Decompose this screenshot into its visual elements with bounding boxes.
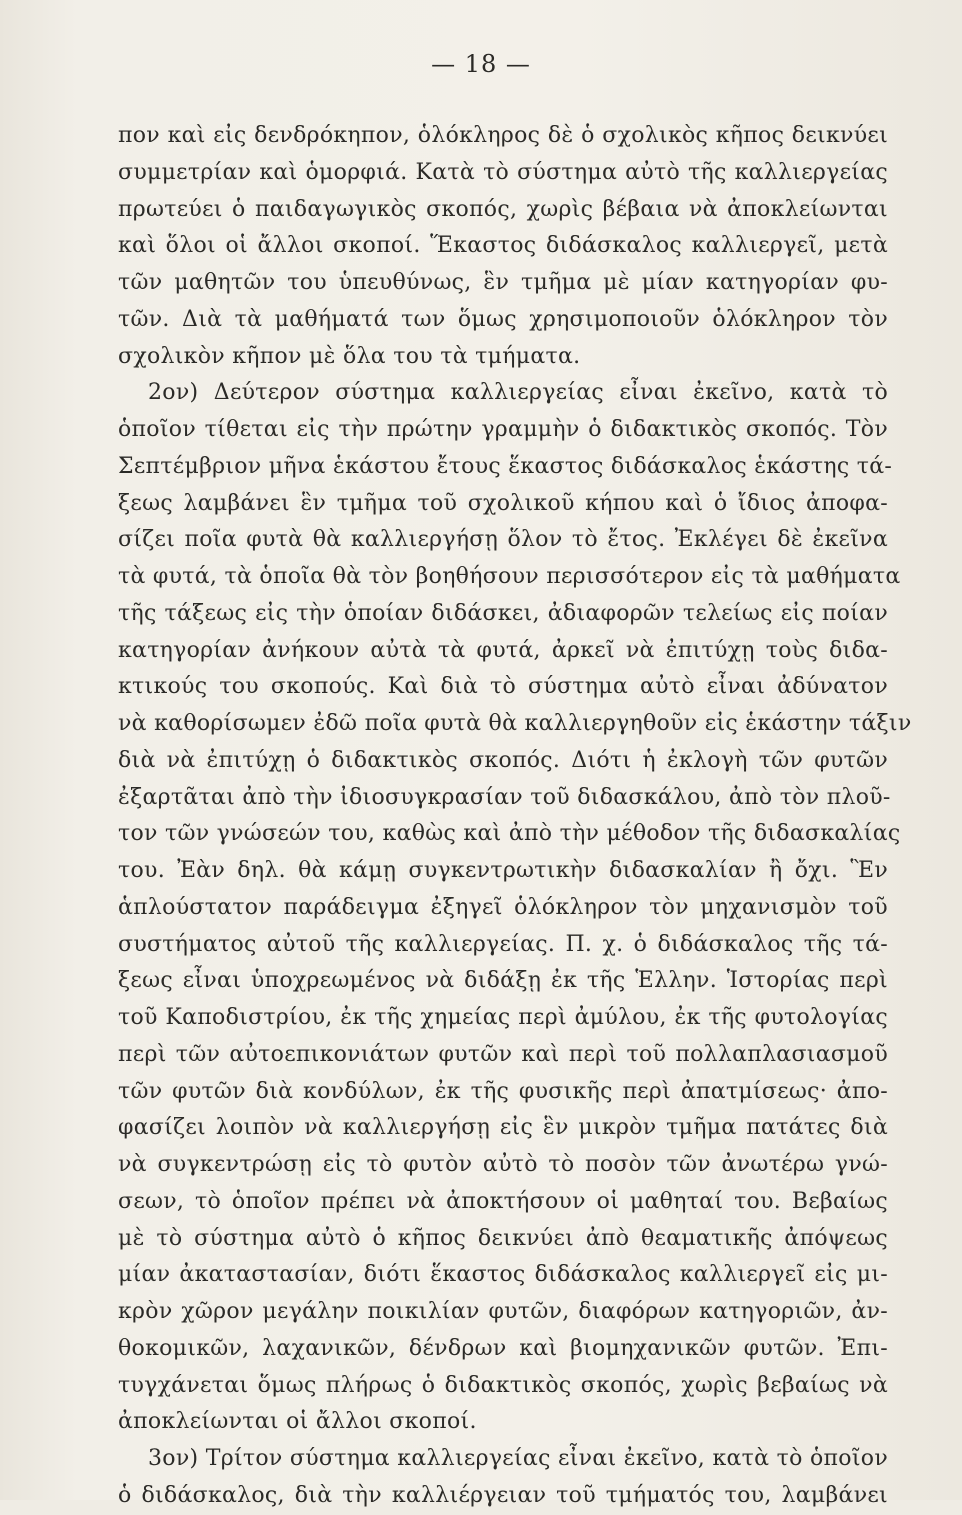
text-line: σίζει ποῖα φυτὰ θὰ καλλιεργήσῃ ὅλον τὸ ἔτος. Ἐκλέγει δὲ ἐκεῖνα [118,527,888,553]
text-line: νὰ καθορίσωμεν ἐδῶ ποῖα φυτὰ θὰ καλλιεργηθοῦν εἰς ἑκάστην τάξιν [118,711,912,736]
text-line: θοκομικῶν, λαχανικῶν, δένδρων καὶ βιομηχανικῶν φυτῶν. Ἐπι- [118,1335,888,1361]
text-line: σεων, τὸ ὁποῖον πρέπει νὰ ἀποκτήσουν οἱ μαθηταί του. Βεβαίως [118,1188,888,1214]
text-line: τῆς τάξεως εἰς τὴν ὁποίαν διδάσκει, ἀδιαφορῶν τελείως εἰς ποίαν [118,600,888,626]
text-line: περὶ τῶν αὐτοεπικονιάτων φυτῶν καὶ περὶ τοῦ πολλαπλασιασμοῦ [118,1041,888,1067]
text-line: πον καὶ εἰς δενδρόκηπον, ὁλόκληρος δὲ ὁ σχολικὸς κῆπος δεικνύει [118,123,888,148]
text-line: τοῦ Καποδιστρίου, ἐκ τῆς χημείας περὶ ἀμύλου, ἐκ τῆς φυτολογίας [118,1005,888,1030]
text-line: νὰ συγκεντρώσῃ εἰς τὸ φυτὸν αὐτὸ τὸ ποσὸν τῶν ἀνωτέρω γνώ- [118,1152,888,1177]
text-line: 3ον) Τρίτον σύστημα καλλιεργείας εἶναι ἐκεῖνο, κατὰ τὸ ὁποῖον [148,1446,888,1471]
text-line: διὰ νὰ ἐπιτύχῃ ὁ διδακτικὸς σκοπός. Διότι ἡ ἐκλογὴ τῶν φυτῶν [118,747,888,773]
text-line: τὰ φυτά, τὰ ὁποῖα θὰ τὸν βοηθήσουν περισσότερον εἰς τὰ μαθήματα [118,564,901,589]
body-text [118,118,912,1515]
text-line: φασίζει λοιπὸν νὰ καλλιεργήσῃ εἰς ἓν μικρὸν τμῆμα πατάτες διὰ [118,1115,888,1141]
text-line: τῶν μαθητῶν του ὑπευθύνως, ἓν τμῆμα μὲ μίαν κατηγορίαν φυ- [118,270,888,295]
text-line: μίαν ἀκαταστασίαν, διότι ἕκαστος διδάσκαλος καλλιεργεῖ εἰς μι- [118,1262,888,1288]
text-line: συμμετρίαν καὶ ὁμορφιά. Κατὰ τὸ σύστημα αὐτὸ τῆς καλλιεργείας [118,159,888,185]
text-line: του. Ἐὰν δηλ. θὰ κάμῃ συγκεντρωτικὴν διδασκαλίαν ἢ ὄχι. Ἓν [118,858,888,883]
text-line: τῶν φυτῶν διὰ κονδύλων, ἐκ τῆς φυσικῆς περὶ ἀπατμίσεως· ἀπο- [118,1078,888,1104]
text-line: Σεπτέμβριον μῆνα ἑκάστου ἔτους ἕκαστος διδάσκαλος ἑκάστης τά- [118,453,893,479]
text-line: ξεως λαμβάνει ἓν τμῆμα τοῦ σχολικοῦ κήπου καὶ ὁ ἴδιος ἀποφα- [118,490,888,516]
text-line: πρωτεύει ὁ παιδαγωγικὸς σκοπός, χωρὶς βέβαια νὰ ἀποκλείωνται [118,196,888,222]
text-line: συστήματος αὐτοῦ τῆς καλλιεργείας. Π. χ. ὁ διδάσκαλος τῆς τά- [118,931,888,957]
text-line: μὲ τὸ σύστημα αὐτὸ ὁ κῆπος δεικνύει ἀπὸ θεαματικῆς ἀπόψεως [118,1225,888,1251]
text-line: κατηγορίαν ἀνήκουν αὐτὰ τὰ φυτά, ἀρκεῖ νὰ ἐπιτύχῃ τοὺς διδα- [118,637,888,663]
text-line: τον τῶν γνώσεών του, καθὼς καὶ ἀπὸ τὴν μέθοδον τῆς διδασκαλίας [118,821,901,847]
text-line: 2ον) Δεύτερον σύστημα καλλιεργείας εἶναι ἐκεῖνο, κατὰ τὸ [148,380,888,406]
text-line: ἁπλούστατον παράδειγμα ἐξηγεῖ ὁλόκληρον τὸν μηχανισμὸν τοῦ [118,894,888,920]
text-line: κτικούς του σκοπούς. Καὶ διὰ τὸ σύστημα αὐτὸ εἶναι ἀδύνατον [118,674,888,700]
text-line: τυγχάνεται ὅμως πλήρως ὁ διδακτικὸς σκοπός, χωρὶς βεβαίως νὰ [118,1372,888,1398]
text-line: ἀποκλείωνται οἱ ἄλλοι σκοποί. [118,1409,477,1435]
text-line: σχολικὸν κῆπον μὲ ὅλα του τὰ τμήματα. [118,343,581,369]
page-number: — 18 — [431,50,531,78]
text-line: ἐξαρτᾶται ἀπὸ τὴν ἰδιοσυγκρασίαν τοῦ διδασκάλου, ἀπὸ τὸν πλοῦ- [118,784,891,810]
text-line: καὶ ὅλοι οἱ ἄλλοι σκοποί. Ἕκαστος διδάσκαλος καλλιεργεῖ, μετὰ [118,233,888,259]
text-line: ξεως εἶναι ὑποχρεωμένος νὰ διδάξῃ ἐκ τῆς Ἑλλην. Ἱστορίας περὶ [118,968,888,994]
text-line: τῶν. Διὰ τὰ μαθήματά των ὅμως χρησιμοποιοῦν ὁλόκληρον τὸν [118,306,888,332]
text-line: ὁ διδάσκαλος, διὰ τὴν καλλιέργειαν τοῦ τμήματός του, λαμβάνει [118,1482,888,1508]
text-line: κρὸν χῶρον μεγάλην ποικιλίαν φυτῶν, διαφόρων κατηγοριῶν, ἀν- [118,1299,888,1324]
text-line: ὁποῖον τίθεται εἰς τὴν πρώτην γραμμὴν ὁ διδακτικὸς σκοπός. Τὸν [118,417,888,442]
